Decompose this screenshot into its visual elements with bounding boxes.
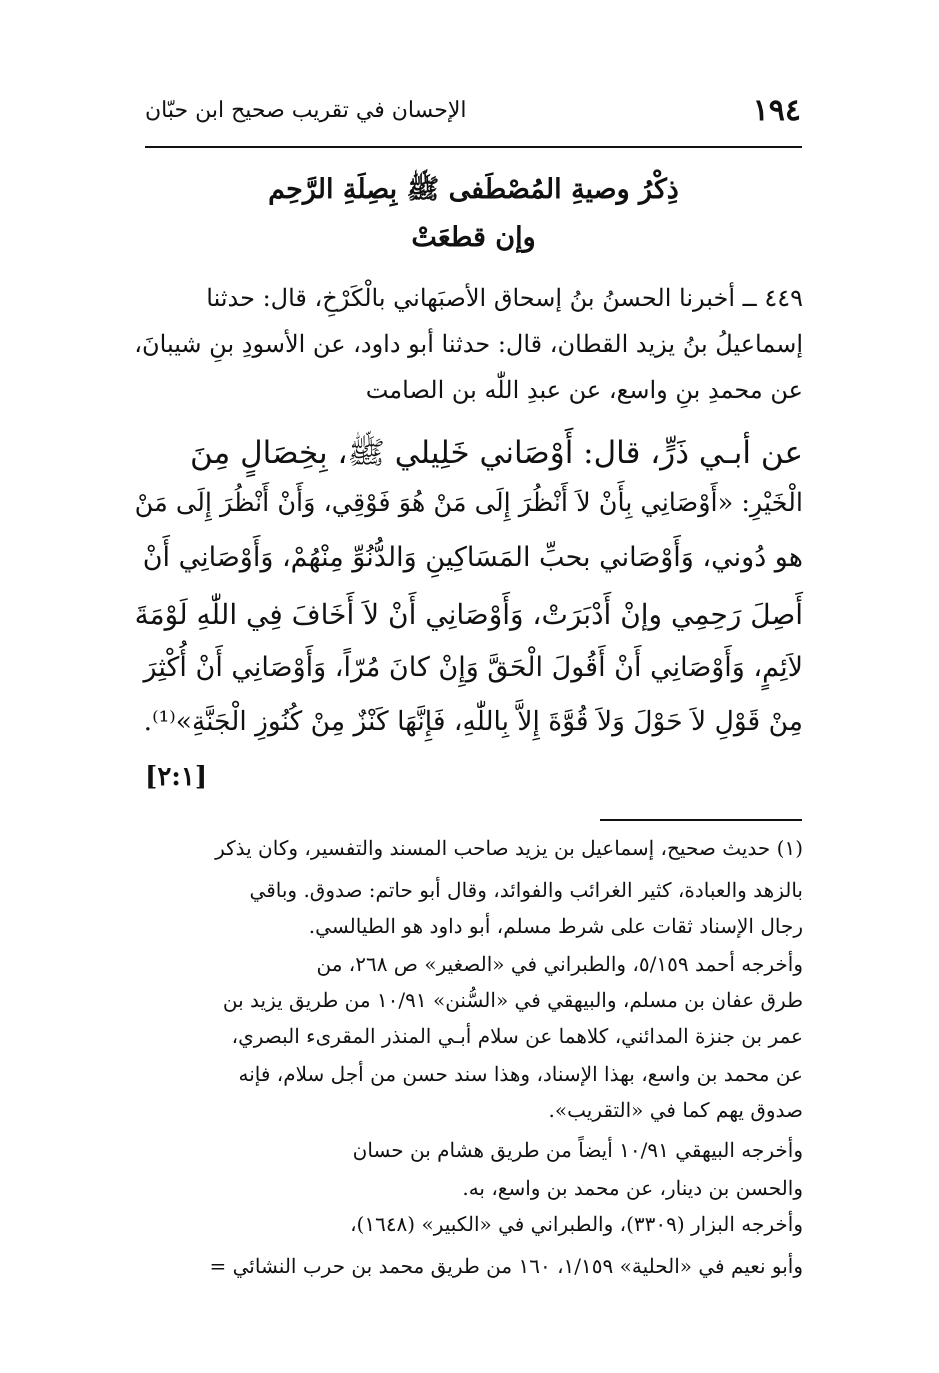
footnote-line: وأخرجه أحمد ٥/١٥٩، والطبراني في «الصغير» ص ٢٦٨، من <box>316 952 803 976</box>
running-header-title: الإحسان في تقريب صحيح ابن حبّان <box>145 98 467 123</box>
header-divider <box>145 146 802 148</box>
footnote-line: عمر بن جنزة المدائني، كلاهما عن سلام أبـي المنذر المقرىء البصري، <box>231 1024 803 1048</box>
hadith-text-line: لاَئِمٍ، وَأَوْصَانِي أَنْ أَقُولَ الْحَقَّ وَإِنْ كانَ مُرّاً، وَأَوْصَانِي أَنْ أُكْثِرَ <box>143 652 803 683</box>
footnote-line: طرق عفان بن مسلم، والبيهقي في «السُّنن» ١٠/٩١ من طريق يزيد بن <box>222 988 803 1012</box>
page-number: ١٩٤ <box>752 93 801 128</box>
footnote-line: وأخرجه البيهقي ١٠/٩١ أيضاً من طريق هشام بن حسان <box>352 1138 803 1162</box>
footnote-line: بالزهد والعبادة، كثير الغرائب والفوائد، وقال أبو حاتم: صدوق. وباقي <box>249 878 803 902</box>
hadith-text-line: مِنْ قَوْلِ لاَ حَوْلَ وَلاَ قُوَّةَ إِلاَّ بِاللّٰهِ، فَإِنَّهَا كَنْزٌ مِنْ كُنُوزِ الْجَنَّةِ»⁽¹⁾. <box>143 706 803 737</box>
hadith-text-line: أَصِلَ رَحِمِي وإنْ أَدْبَرَتْ، وَأَوْصَانِي أَنْ لاَ أَخَافَ فِي اللّٰهِ لَوْمَةَ <box>134 598 803 631</box>
footnote-line: عن محمد بن واسع، بهذا الإسناد، وهذا سند حسن من أجل سلام، فإنه <box>238 1062 803 1086</box>
isnad-line: عن محمدِ بنِ واسع، عن عبدِ اللّٰه بن الصامت <box>365 376 803 404</box>
footnote-line: صدوق يهم كما في «التقريب». <box>548 1098 803 1122</box>
hadith-text-line: هو دُوني، وَأَوْصَاني بحبِّ المَسَاكِينِ وَالدُّنُوِّ مِنْهُمْ، وَأَوْصَانِي أَنْ <box>142 542 803 573</box>
footnote-divider <box>600 819 802 821</box>
chapter-title-line-1: ذِكْرُ وصيةِ المُصْطَفى ﷺ بِصِلَةِ الرَّحِم <box>268 174 679 205</box>
footnote-line: والحسن بن دينار، عن محمد بن واسع، به. <box>462 1176 803 1200</box>
isnad-line: إسماعيلُ بنُ يزيد القطان، قال: حدثنا أبو داود، عن الأسودِ بنِ شيبانَ، <box>134 330 803 358</box>
hadith-reference: [٢:١] <box>145 762 208 792</box>
hadith-text-line: عن أبـي ذَرٍّ، قال: أَوْصَاني خَلِيلي ﷺ، بِخِصَالٍ مِنَ <box>190 435 803 471</box>
chapter-title-line-2: وإن قطعَتْ <box>411 222 536 253</box>
isnad-line: ٤٤٩ ــ أخبرنا الحسنُ بنُ إسحاق الأصبَهاني بالْكَرْخِ، قال: حدثنا <box>206 284 803 312</box>
footnote-line: وأبو نعيم في «الحلية» ١/١٥٩، ١٦٠ من طريق محمد بن حرب النشائي = <box>209 1254 803 1278</box>
footnote-line: وأخرجه البزار (٣٣٠٩)، والطبراني في «الكبير» (١٦٤٨)، <box>350 1212 803 1236</box>
hadith-text-line: الْخَيْرِ: «أَوْصَانِي بِأَنْ لاَ أَنْظُرَ إِلَى مَنْ هُوَ فَوْقِي، وَأَنْ أَنْظُرَ إِلَى مَنْ <box>134 488 803 518</box>
footnote-line: رجال الإسناد ثقات على شرط مسلم، أبو داود هو الطيالسي. <box>308 914 803 938</box>
footnote-line: (١) حديث صحيح، إسماعيل بن يزيد صاحب المسند والتفسير، وكان يذكر <box>215 836 803 860</box>
